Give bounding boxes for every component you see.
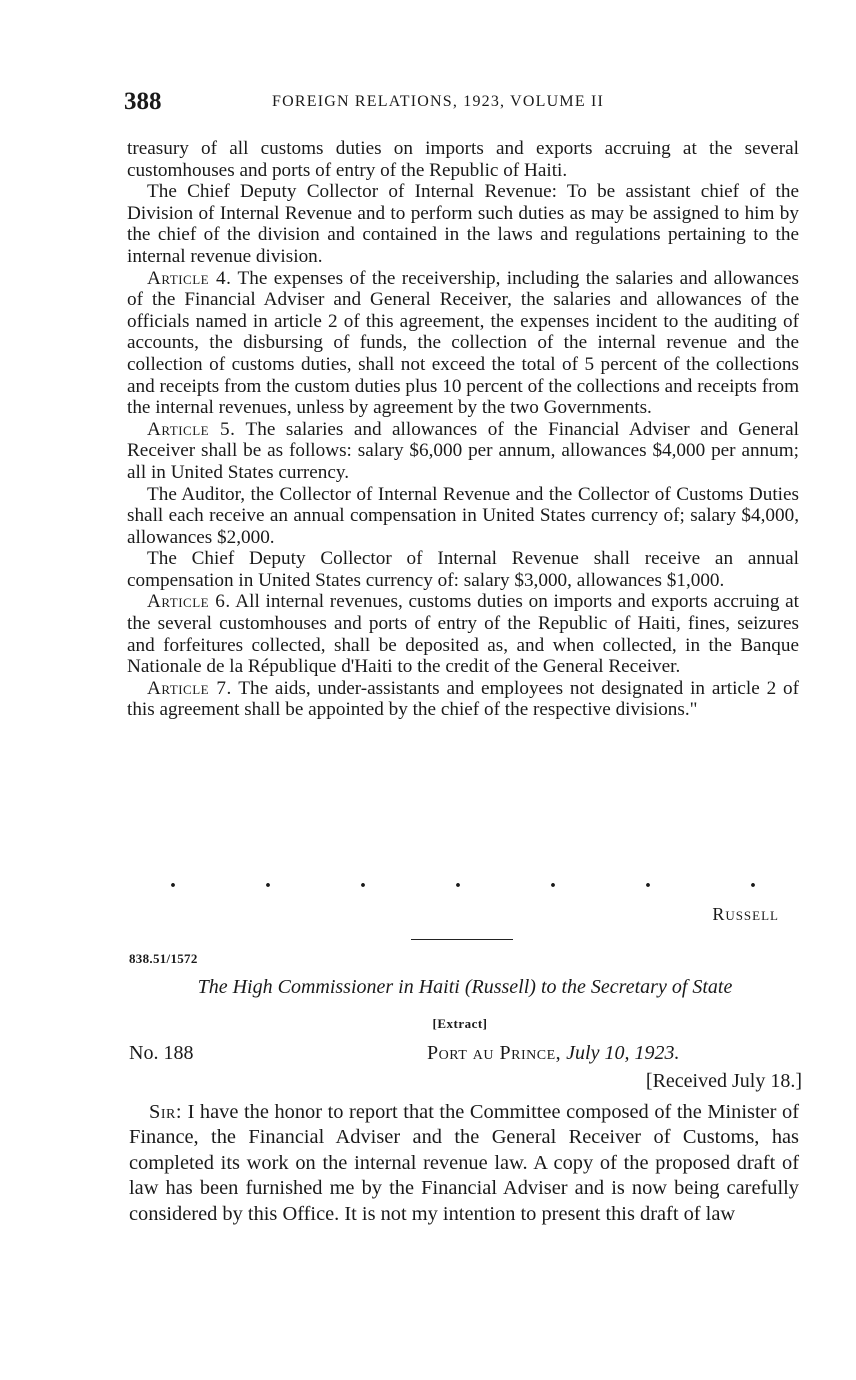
article-text: The salaries and allowances of the Financial Adviser and General Receiver shall be as follows: salary $6,000 per annum, allowances $4,000 per annum; all in United States currency.	[127, 418, 799, 483]
running-title: FOREIGN RELATIONS, 1923, VOLUME II	[272, 93, 605, 110]
running-head	[124, 88, 804, 118]
article-label: Article 4.	[147, 267, 232, 289]
article-text: The aids, under-assistants and employees not designated in article 2 of this agreement shall be appointed by the chief of the respective divisions."	[127, 677, 799, 721]
ellipsis-dot: .	[170, 867, 176, 893]
received-date: [Received July 18.]	[645, 1070, 802, 1092]
article-paragraph	[127, 268, 799, 419]
ellipsis-dot: .	[750, 867, 756, 893]
place-date	[427, 1042, 679, 1065]
extract-tag: [Extract]	[432, 1016, 488, 1031]
page-number: 388	[124, 88, 162, 115]
signature: Russell	[712, 904, 779, 924]
article-paragraph	[127, 419, 799, 484]
document-number: No. 188	[129, 1042, 194, 1064]
date: July 10, 1923.	[561, 1042, 680, 1064]
body-text	[127, 138, 799, 721]
article-label: Article 6.	[147, 591, 231, 613]
ellipsis-dot: .	[265, 867, 271, 893]
article-label: Article 5.	[147, 418, 236, 440]
section-divider	[411, 939, 513, 940]
article-label: Article 7.	[147, 677, 232, 699]
ellipsis-dot: .	[645, 867, 651, 893]
ellipsis-dot: .	[360, 867, 366, 893]
salutation: Sir:	[149, 1101, 183, 1123]
article-paragraph	[127, 678, 799, 721]
place: Port au Prince,	[427, 1042, 562, 1064]
document-heading: The High Commissioner in Haiti (Russell) to the Secretary of State	[197, 976, 733, 998]
letter-body	[129, 1100, 799, 1227]
article-text: The expenses of the receivership, including the salaries and allowances of the Financial Adviser and General Receiver, the salaries and allowances of the officials named in article 2 of this agreement, the expenses incident to the auditing of accounts, the disbursing of funds, the collection of the internal revenue and the collection of customs duties, shall not exceed the total of 5 percent of the collections and receipts from the custom duties plus 10 percent of the collections and receipts from the internal revenues, unless by agreement by the two Governments.	[127, 267, 799, 419]
ellipsis-omission	[170, 868, 770, 898]
file-number: 838.51/1572	[129, 951, 198, 966]
ellipsis-dot: .	[550, 867, 556, 893]
letter-text: I have the honor to report that the Committee composed of the Minister of Finance, the Financial Adviser and the General Receiver of Customs, has completed its work on the internal revenue law. A copy of the proposed draft of law has been furnished me by the Financial Adviser and is now being carefully considered by this Office. It is not my intention to present this draft of law	[129, 1101, 799, 1225]
paragraph: treasury of all customs duties on imports and exports accruing at the several customhouses and ports of entry of the Republic of Haiti.	[127, 138, 799, 181]
paragraph: The Chief Deputy Collector of Internal Revenue: To be assistant chief of the Division of Internal Revenue and to perform such duties as may be assigned to him by the chief of the division and contained in the laws and regulations pertaining to the internal revenue division.	[127, 181, 799, 267]
ellipsis-dot: .	[455, 867, 461, 893]
article-text: All internal revenues, customs duties on imports and exports accruing at the several customhouses and ports of entry of the Republic of Haiti, fines, seizures and forfeitures collected, shall be deposited as, and when collected, in the Banque Nationale de la République d'Haiti to the credit of the General Receiver.	[127, 591, 799, 678]
paragraph: The Chief Deputy Collector of Internal Revenue shall receive an annual compensation in United States currency of: salary $3,000, allowances $1,000.	[127, 548, 799, 591]
article-paragraph	[127, 591, 799, 677]
paragraph: The Auditor, the Collector of Internal Revenue and the Collector of Customs Duties shall each receive an annual compensation in United States currency of; salary $4,000, allowances $2,000.	[127, 483, 799, 548]
